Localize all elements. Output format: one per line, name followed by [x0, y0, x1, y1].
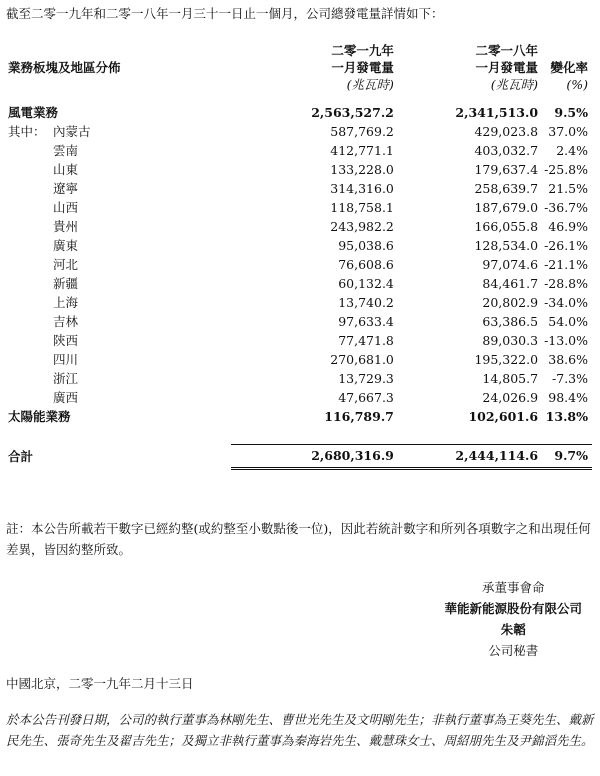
region-2018: 429,023.8: [474, 124, 539, 139]
intro-text: 截至二零一九年和二零一八年一月三十一日止一個月，公司總發電量詳情如下：: [6, 6, 444, 21]
region-cell: [8, 350, 231, 369]
region-2019: 118,758.1: [330, 200, 394, 215]
region-row: [8, 255, 592, 274]
region-2019: 95,038.6: [338, 238, 394, 253]
date-line: 中國北京，二零一九年二月十三日: [6, 676, 194, 691]
region-2018: 128,534.0: [474, 238, 539, 253]
directors-paragraph: 於本公告刊發日期，公司的執行董事為林剛先生、曹世光先生及文明剛先生；非執行董事為王葵先生、戴新民先生、張奇先生及翟吉先生；及獨立非執行董事為秦海岩先生、戴慧珠女士、周紹朋先生及尹錦滔先生。: [6, 712, 594, 748]
wind-change: 9.5%: [554, 105, 588, 120]
region-name: 浙江: [53, 371, 79, 386]
region-cell: [8, 236, 231, 255]
region-row: [8, 369, 592, 388]
footnote: 註：本公告所載若干數字已經約整(或約整至小數點後一位)，因此若統計數字和所列各項數字之和出現任何差異，皆因約整所致。: [6, 521, 591, 557]
region-2019: 60,132.4: [338, 276, 394, 291]
col-2018-year: 二零一八年: [475, 43, 539, 58]
wind-2018: 2,341,513.0: [455, 105, 539, 120]
header-row-3: [8, 76, 592, 93]
region-cell: [8, 160, 231, 179]
region-name: 內蒙古: [53, 124, 91, 139]
region-2019: 76,608.6: [338, 257, 394, 272]
wind-2019: 2,563,527.2: [311, 105, 394, 120]
region-row: [8, 160, 592, 179]
region-name: 貴州: [53, 219, 79, 234]
col-2019-unit: (兆瓦時): [346, 77, 394, 92]
region-2018: 63,386.5: [482, 314, 539, 329]
region-2018: 258,639.7: [474, 181, 539, 196]
region-change: 38.6%: [548, 352, 588, 367]
region-cell: [8, 388, 231, 407]
region-row: [8, 217, 592, 236]
region-row: [8, 312, 592, 331]
region-2019: 314,316.0: [330, 181, 394, 196]
region-row: [8, 141, 592, 160]
region-name: 山西: [53, 200, 79, 215]
region-2019: 13,740.2: [338, 295, 394, 310]
region-2018: 14,805.7: [482, 371, 539, 386]
signature-name: 朱韜: [500, 622, 526, 637]
region-2018: 166,055.8: [474, 219, 539, 234]
region-2018: 20,802.9: [482, 295, 539, 310]
signature-block: [444, 577, 582, 661]
change-header: 變化率: [550, 60, 588, 75]
region-2019: 47,667.3: [338, 390, 394, 405]
solar-2018: 102,601.6: [468, 409, 539, 424]
region-2019: 270,681.0: [330, 352, 394, 367]
region-cell: [8, 293, 231, 312]
col-2018-unit: (兆瓦時): [490, 77, 539, 92]
region-name: 遼寧: [53, 181, 79, 196]
region-2018: 195,322.0: [474, 352, 539, 367]
region-cell: [8, 274, 231, 293]
col-2019-year: 二零一九年: [331, 43, 394, 58]
region-change: 21.5%: [548, 181, 588, 196]
region-name: 雲南: [53, 143, 79, 158]
wind-row: [8, 103, 592, 122]
region-2019: 13,729.3: [338, 371, 394, 386]
region-row: [8, 198, 592, 217]
region-cell: [8, 179, 231, 198]
region-cell: [8, 369, 231, 388]
region-2018: 403,032.7: [474, 143, 539, 158]
region-cell: [8, 122, 231, 141]
col-2018-title: 一月發電量: [475, 60, 539, 75]
solar-row: [8, 407, 592, 426]
region-name: 河北: [53, 257, 79, 272]
region-cell: [8, 217, 231, 236]
region-2019: 243,982.2: [330, 219, 394, 234]
solar-2019: 116,789.7: [324, 409, 394, 424]
total-2018: 2,444,114.6: [400, 445, 544, 469]
header-row-1: [8, 42, 592, 59]
region-2019: 587,769.2: [330, 124, 394, 139]
region-name: 吉林: [53, 314, 79, 329]
region-2019: 133,228.0: [330, 162, 394, 177]
region-change: -28.8%: [544, 276, 588, 291]
region-row: [8, 179, 592, 198]
region-2019: 77,471.8: [338, 333, 394, 348]
signature-title: 公司秘書: [488, 643, 539, 658]
signature-company: 華能新能源股份有限公司: [444, 601, 582, 616]
region-change: -34.0%: [544, 295, 588, 310]
region-cell: [8, 141, 231, 160]
region-name: 四川: [53, 352, 79, 367]
solar-label: 太陽能業務: [8, 409, 71, 424]
region-change: 2.4%: [556, 143, 588, 158]
region-row: [8, 293, 592, 312]
region-2018: 84,461.7: [482, 276, 539, 291]
region-change: 46.9%: [548, 219, 588, 234]
region-name: 廣東: [53, 238, 79, 253]
solar-change: 13.8%: [545, 409, 588, 424]
total-2019: 2,680,316.9: [231, 445, 400, 469]
region-change: -36.7%: [544, 200, 588, 215]
sub-prefix: 其中：: [8, 124, 46, 139]
region-row: [8, 236, 592, 255]
region-name: 廣西: [53, 390, 79, 405]
region-change: 37.0%: [548, 124, 588, 139]
region-name: 新疆: [53, 276, 79, 291]
region-cell: [8, 312, 231, 331]
region-2018: 179,637.4: [474, 162, 539, 177]
change-unit: (%): [566, 77, 588, 92]
region-2019: 412,771.1: [330, 143, 394, 158]
region-2018: 187,679.0: [474, 200, 539, 215]
region-2018: 97,074.6: [482, 257, 539, 272]
signature-line1: 承董事會命: [481, 580, 545, 595]
region-change: -26.1%: [544, 238, 588, 253]
total-label: 合計: [8, 448, 34, 464]
total-row: [8, 445, 592, 469]
region-row: [8, 122, 592, 141]
region-row: [8, 388, 592, 407]
region-2018: 24,026.9: [482, 390, 539, 405]
region-change: -7.3%: [552, 371, 588, 386]
generation-table: [8, 42, 592, 470]
region-name: 陝西: [53, 333, 79, 348]
region-change: -13.0%: [544, 333, 588, 348]
region-cell: [8, 255, 231, 274]
region-cell: [8, 198, 231, 217]
region-change: 98.4%: [548, 390, 588, 405]
region-2018: 89,030.3: [482, 333, 539, 348]
region-cell: [8, 331, 231, 350]
region-row: [8, 274, 592, 293]
region-row: [8, 331, 592, 350]
region-name: 上海: [53, 295, 79, 310]
region-change: -21.1%: [544, 257, 588, 272]
region-2019: 97,633.4: [338, 314, 394, 329]
region-row: [8, 350, 592, 369]
total-change: 9.7%: [544, 445, 592, 469]
wind-label: 風電業務: [8, 105, 59, 120]
region-change: 54.0%: [548, 314, 588, 329]
region-change: -25.8%: [544, 162, 588, 177]
region-name: 山東: [53, 162, 79, 177]
header-row-2: [8, 59, 592, 76]
segment-header: 業務板塊及地區分佈: [8, 60, 121, 75]
col-2019-title: 一月發電量: [331, 60, 394, 75]
